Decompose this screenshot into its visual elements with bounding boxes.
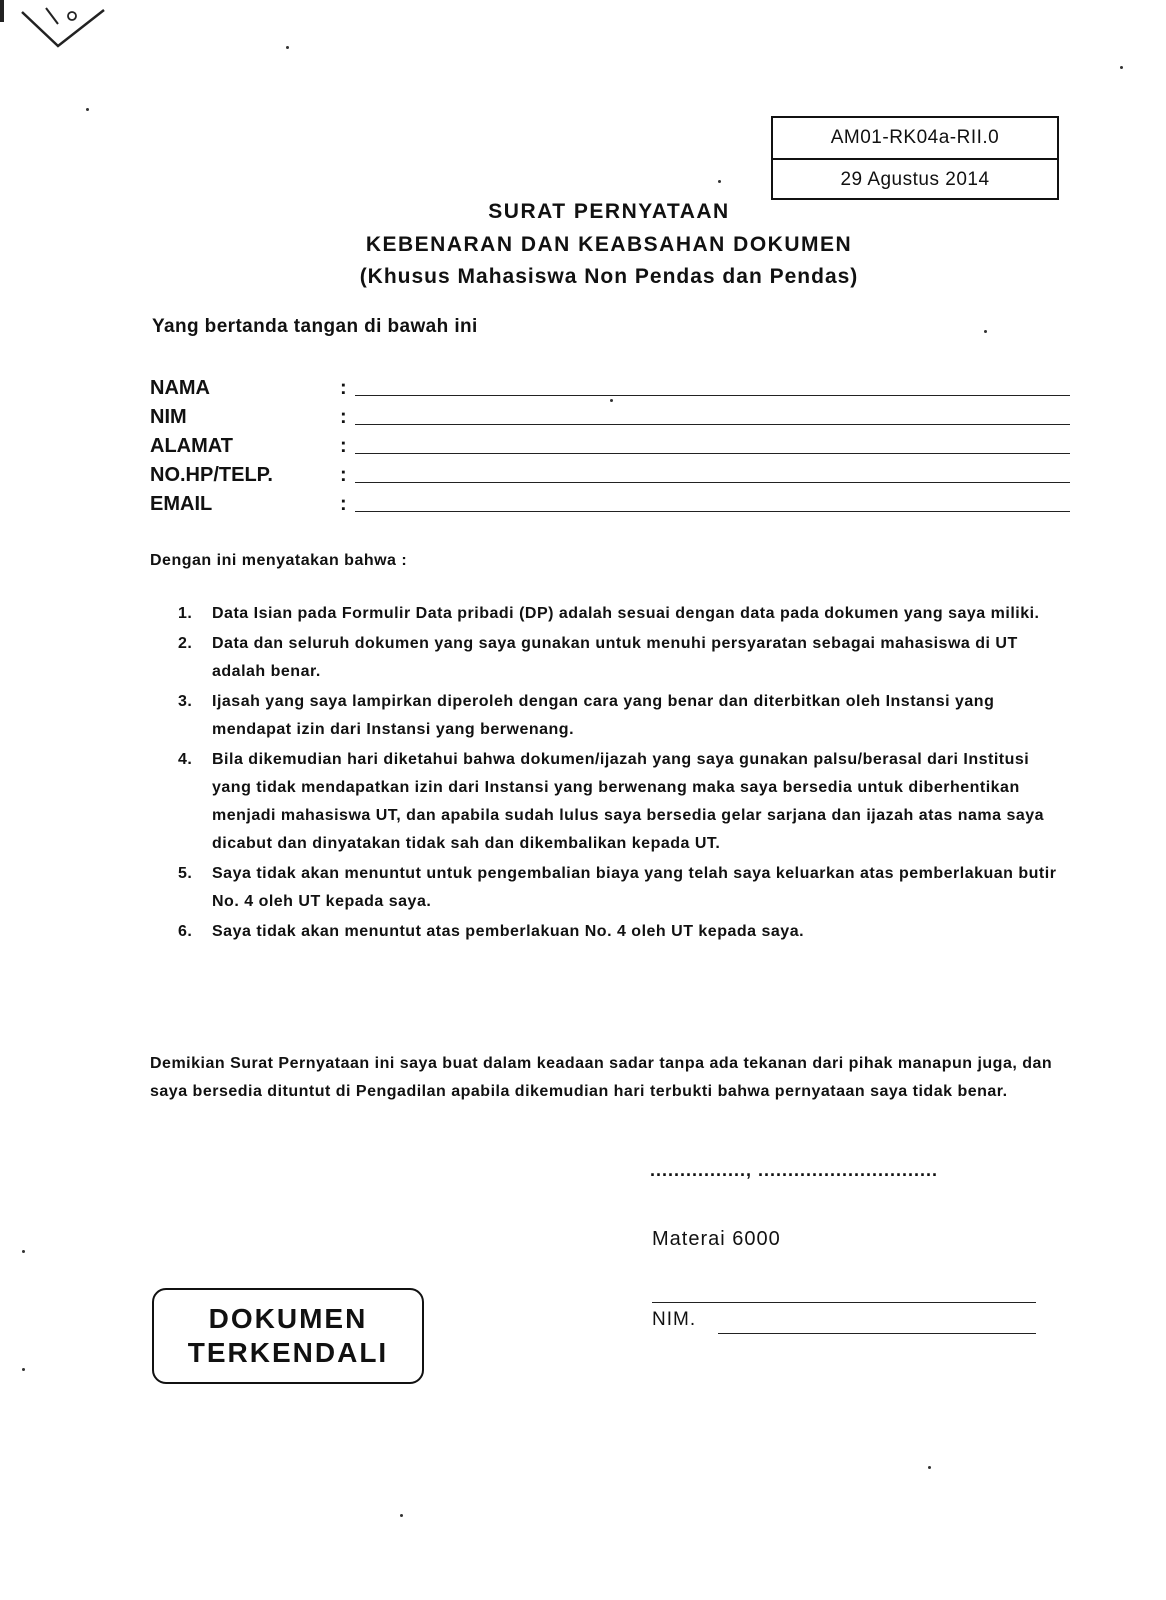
statement-number: 5. [178,865,193,882]
field-colon: : [340,493,347,515]
statement-lead: Dengan ini menyatakan bahwa : [150,552,408,569]
field-alamat [150,433,1070,462]
statement-item [178,918,1068,946]
field-nim [150,404,1070,433]
scan-speck [286,46,289,49]
stamp-duty-label: Materai 6000 [652,1228,781,1250]
field-nama [150,375,1070,404]
closing-paragraph: Demikian Surat Pernyataan ini saya buat dalam keadaan sadar tanpa ada tekanan dari pihak manapun juga, dan saya bersedia dituntut di Pengadilan apabila dikemudian hari terbukti bahwa pernyataan saya tidak benar. [150,1055,1053,1100]
statement-item [178,860,1068,916]
fill-in-line-alamat[interactable] [355,453,1070,454]
field-label: NAMA [150,377,210,399]
statement-text: Ijasah yang saya lampirkan diperoleh dengan cara yang benar dan diterbitkan oleh Instansi yang mendapat izin dari Instansi yang berwenang. [212,693,995,738]
scan-speck [22,1368,25,1371]
field-colon: : [340,464,347,486]
fill-in-line-email[interactable] [355,511,1070,512]
field-colon: : [340,377,347,399]
document-number: AM01-RK04a-RII.0 [773,118,1057,160]
statement-item [178,630,1068,686]
place-date-line[interactable]: ................, .............................. [650,1160,939,1180]
statement-item [178,688,1068,744]
scan-speck [86,108,89,111]
title-line-2: KEBENARAN DAN KEABSAHAN DOKUMEN [365,233,853,256]
signature-nim-line[interactable] [718,1333,1036,1334]
field-label: EMAIL [150,493,213,515]
controlled-line-1: DOKUMEN [208,1303,368,1334]
statement-text: Saya tidak akan menuntut untuk pengembalian biaya yang telah saya keluarkan atas pemberlakuan butir No. 4 oleh UT kepada saya. [212,865,1057,910]
scan-speck [22,1250,25,1253]
fill-in-line-phone[interactable] [355,482,1070,483]
fill-in-line-nim[interactable] [355,424,1070,425]
statement-number: 1. [178,605,193,622]
statement-text: Data Isian pada Formulir Data pribadi (DP) adalah sesuai dengan data pada dokumen yang saya miliki. [212,605,1040,622]
field-email [150,491,1070,520]
statement-text: Saya tidak akan menuntut atas pemberlakuan No. 4 oleh UT kepada saya. [212,923,805,940]
field-colon: : [340,406,347,428]
statement-item [178,600,1068,628]
statement-number: 6. [178,923,193,940]
scan-speck [718,180,721,183]
statement-number: 2. [178,635,193,652]
field-colon: : [340,435,347,457]
corner-checkmark-icon [18,6,108,56]
field-label: NIM [150,406,187,428]
statement-text: Data dan seluruh dokumen yang saya gunakan untuk menuhi persyaratan sebagai mahasiswa di UT adalah benar. [212,635,1018,680]
scan-speck [984,330,987,333]
field-phone [150,462,1070,491]
scan-speck [400,1514,403,1517]
document-date: 29 Agustus 2014 [840,169,990,190]
controlled-document-stamp [152,1288,424,1384]
field-label: NO.HP/TELP. [150,464,273,486]
document-code-box [771,116,1059,200]
statement-item [178,746,1068,858]
statement-number: 3. [178,693,193,710]
statement-number: 4. [178,751,193,768]
signature-line[interactable] [652,1302,1036,1303]
identity-fields [150,375,1070,520]
statement-list [178,600,1068,948]
controlled-line-2: TERKENDALI [187,1337,389,1368]
signature-nim-label: NIM. [652,1309,697,1330]
statement-text: Bila dikemudian hari diketahui bahwa dokumen/ijazah yang saya gunakan palsu/berasal dari Institusi yang tidak mendapatkan izin dari Instansi yang berwenang maka saya bersedia untuk diberhentikan menjadi mahasiswa UT, dan apabila sudah lulus saya bersedia gelar sarjana dan ijazah atas nama saya dicabut dan dinyatakan tidak sah dan dikembalikan kepada UT. [212,751,1045,852]
field-label: ALAMAT [150,435,233,457]
scan-speck [928,1466,931,1469]
scan-speck [1120,66,1123,69]
fill-in-line-nama[interactable] [355,395,1070,396]
scan-edge-mark [0,0,4,22]
title-line-1: SURAT PERNYATAAN [488,200,730,223]
title-line-3: (Khusus Mahasiswa Non Pendas dan Pendas) [359,265,859,288]
intro-text: Yang bertanda tangan di bawah ini [152,316,478,337]
